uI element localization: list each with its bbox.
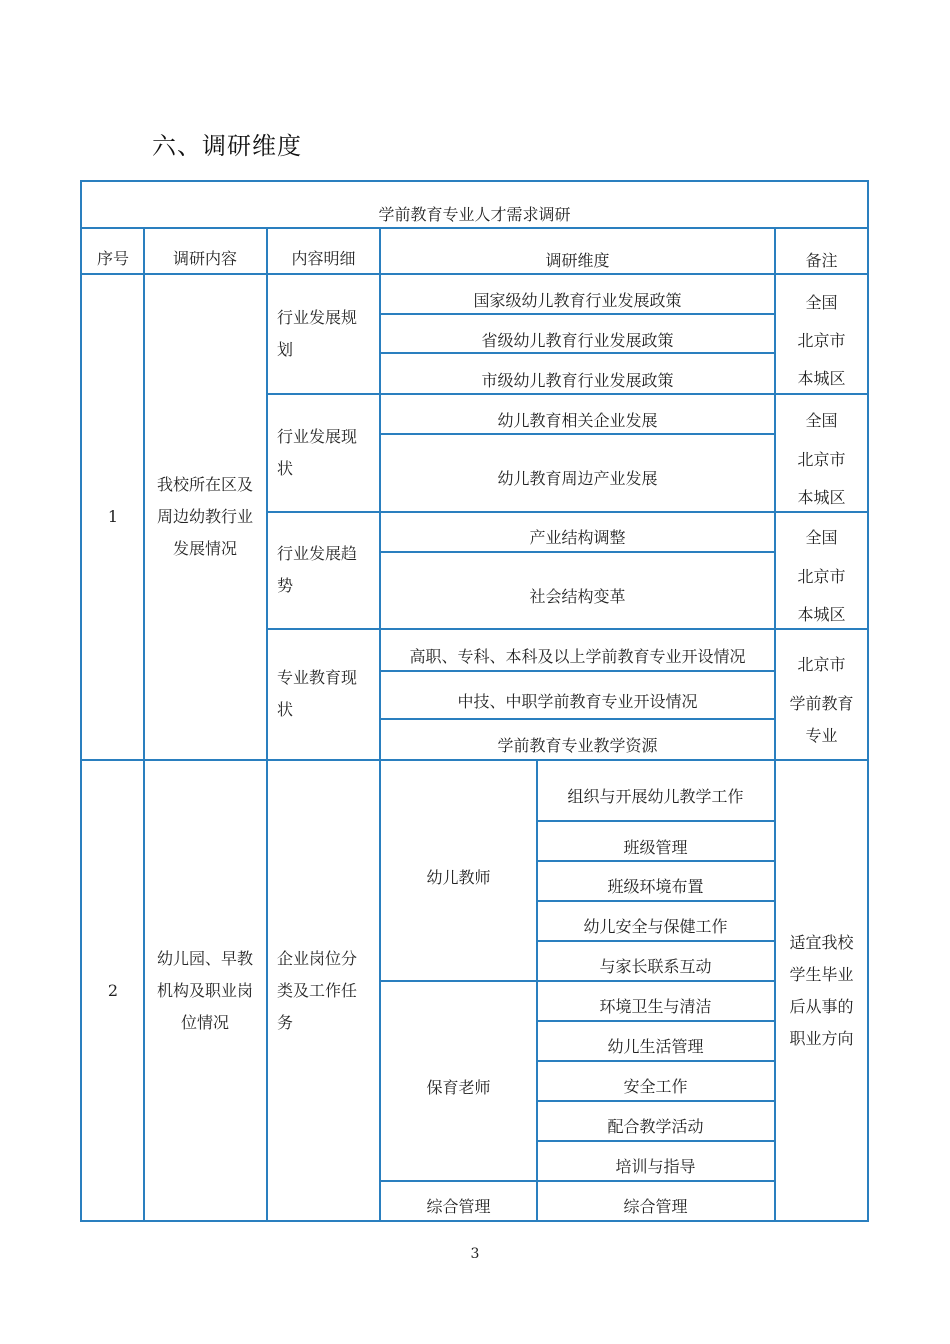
remark-item: 北京市	[797, 450, 846, 469]
remark-item: 北京市	[797, 567, 846, 586]
table-title: 学前教育专业人才需求调研	[378, 205, 571, 224]
remark-item: 全国	[805, 411, 838, 430]
dimension-item: 社会结构变革	[529, 587, 626, 606]
dimension-item: 中技、中职学前教育专业开设情况	[457, 692, 698, 711]
task-item: 环境卫生与清洁	[599, 997, 712, 1016]
role-admin: 综合管理	[426, 1197, 491, 1216]
dimension-item: 学前教育专业教学资源	[497, 736, 658, 755]
row1-detail-education: 专业教育现状	[277, 668, 358, 719]
row1-detail-planning: 行业发展规划	[277, 308, 358, 359]
dimension-item: 市级幼儿教育行业发展政策	[481, 371, 674, 390]
task-item: 与家长联系互动	[599, 957, 712, 976]
dimension-item: 产业结构调整	[529, 528, 626, 547]
task-item: 幼儿生活管理	[607, 1037, 704, 1056]
remark-item: 全国	[805, 293, 838, 312]
remark-item: 学前教育	[789, 694, 854, 713]
dimension-item: 省级幼儿教育行业发展政策	[481, 331, 674, 350]
header-no: 序号	[96, 249, 129, 268]
row2-remark: 适宜我校学生毕业后从事的职业方向	[789, 932, 854, 1048]
role-nursery: 保育老师	[426, 1078, 491, 1097]
remark-item: 专业	[805, 726, 838, 745]
task-item: 安全工作	[623, 1077, 688, 1096]
remark-item: 本城区	[797, 369, 846, 388]
row1-content: 我校所在区及周边幼教行业发展情况	[156, 474, 253, 558]
dimension-item: 幼儿教育相关企业发展	[497, 411, 658, 430]
header-remark: 备注	[805, 251, 838, 270]
dimension-item: 幼儿教育周边产业发展	[497, 469, 658, 488]
page-number: 3	[470, 1246, 480, 1262]
row2-content: 幼儿园、早教机构及职业岗位情况	[156, 948, 253, 1032]
task-item: 综合管理	[623, 1197, 688, 1216]
row2-detail: 企业岗位分类及工作任务	[277, 948, 358, 1032]
dimension-item: 高职、专科、本科及以上学前教育专业开设情况	[409, 647, 746, 666]
section-heading: 六、调研维度	[152, 132, 302, 160]
remark-item: 全国	[805, 528, 838, 547]
task-item: 幼儿安全与保健工作	[583, 917, 728, 936]
row1-no: 1	[107, 506, 119, 526]
header-detail: 内容明细	[291, 249, 356, 268]
remark-item: 北京市	[797, 331, 846, 350]
header-dimension: 调研维度	[545, 251, 610, 270]
task-item: 培训与指导	[615, 1157, 696, 1176]
row1-detail-trend: 行业发展趋势	[277, 543, 358, 595]
task-item: 班级管理	[623, 838, 688, 857]
task-item: 组织与开展幼儿教学工作	[567, 787, 744, 806]
dimension-item: 国家级幼儿教育行业发展政策	[473, 291, 682, 310]
task-item: 配合教学活动	[607, 1117, 704, 1136]
role-teacher: 幼儿教师	[426, 868, 491, 887]
remark-item: 北京市	[797, 655, 846, 674]
remark-item: 本城区	[797, 605, 846, 624]
row2-no: 2	[107, 980, 119, 1000]
row1-detail-status: 行业发展现状	[277, 426, 358, 478]
header-content: 调研内容	[172, 249, 237, 268]
remark-item: 本城区	[797, 488, 846, 507]
task-item: 班级环境布置	[607, 877, 704, 896]
